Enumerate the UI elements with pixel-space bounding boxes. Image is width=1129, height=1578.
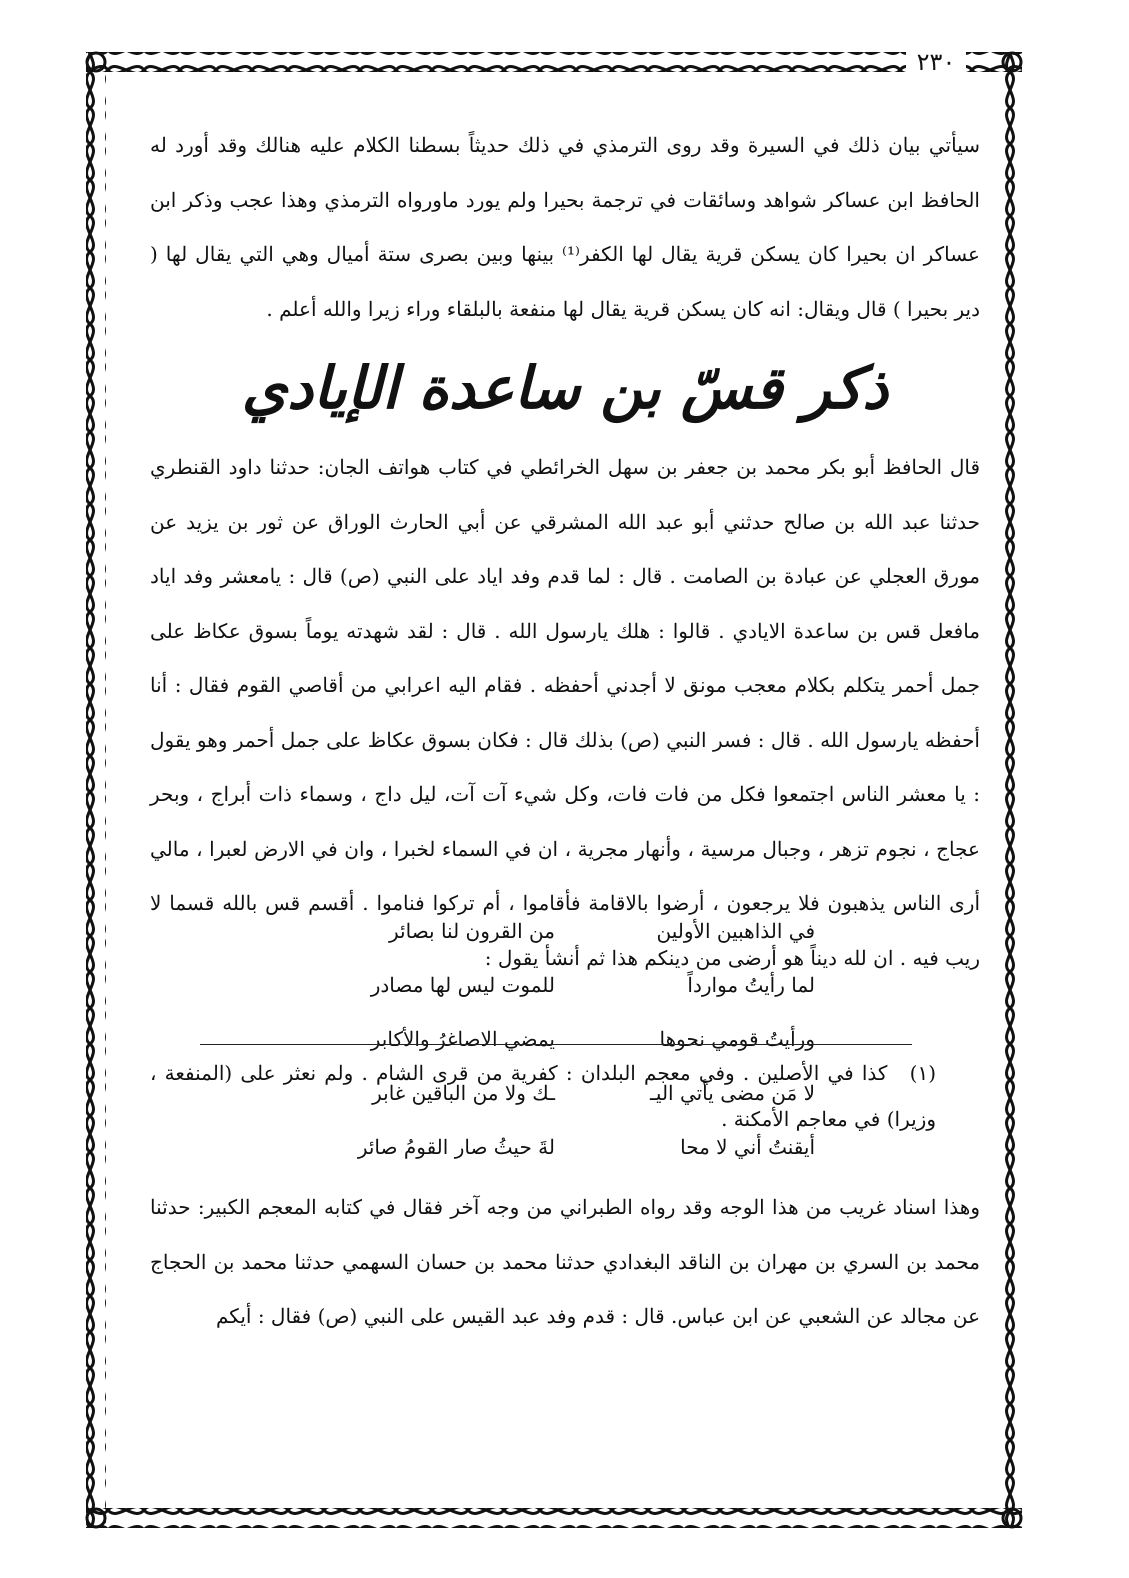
border-bottom xyxy=(86,1508,1022,1528)
verse-first-hemistich: ورأيتُ قومي نحوها xyxy=(659,1027,815,1051)
text-body xyxy=(150,118,980,1340)
verse-second-hemistich: يمضي الاصاغرُ والأكابر xyxy=(370,1027,555,1051)
verse-first-hemistich: لا مَن مضى يأتي اليـ xyxy=(650,1081,815,1105)
verse-first-hemistich: لما رأيتُ موارداً xyxy=(687,973,815,997)
verse-first-hemistich: في الذاهبين الأولين xyxy=(656,919,815,943)
intro-paragraph: سيأتي بيان ذلك في السيرة وقد روى الترمذي في ذلك حديثاً بسطنا الكلام عليه هنالك وقد أورد له الحافظ ابن عساكر شواهد وسائقات في ترجمة بحيرا ولم يورد ماورواه الترمذي وهذا عجب وذكر ابن عساكر ان بحيرا كان يسكن قرية يقال لها الكفر⁽¹⁾ بينها وبين بصرى ستة أميال وهي التي يقال لها ( دير بحيرا ) قال ويقال: انه كان يسكن قرية يقال لها منفعة بالبلقاء وراء زيرا والله أعلم . xyxy=(150,133,980,321)
border-right xyxy=(1002,52,1022,1528)
verse-second-hemistich: للموت ليس لها مصادر xyxy=(370,973,555,997)
verse-second-hemistich: من القرون لنا بصائر xyxy=(389,919,555,943)
verse-second-hemistich: لةَ حيثُ صار القومُ صائر xyxy=(357,1135,555,1159)
main-paragraph: قال الحافظ أبو بكر محمد بن جعفر بن سهل الخرائطي في كتاب هواتف الجان: حدثنا داود القنطري حدثنا عبد الله بن صالح حدثني أبو عبد الله المشرقي عن أبي الحارث الوراق عن ثور بن يزيد عن مورق العجلي عن عبادة بن الصامت . قال : لما قدم وفد اياد على النبي (ص) قال : يامعشر وفد اياد مافعل قس بن ساعدة الايادي . قالوا : هلك يارسول الله . قال : لقد شهدته يوماً بسوق عكاظ على جمل أحمر يتكلم بكلام معجب مونق لا أجدني أحفظه . فقام اليه اعرابي من أقاصي القوم فقال : أنا أحفظه يارسول الله . قال : فسر النبي (ص) بذلك قال : فكان بسوق عكاظ على جمل أحمر وهو يقول : يا معشر الناس اجتمعوا فكل من فات فات، وكل شيء آت آت، ليل داج ، وسماء ذات أبراج ، وبحر عجاج ، نجوم تزهر ، وجبال مرسية ، وأنهار مجرية ، ان في السماء لخبرا ، وان في الارض لعبرا ، مالي أرى الناس يذهبون فلا يرجعون ، أرضوا بالاقامة فأقاموا ، أم تركوا فناموا . أقسم قس بالله قسما لا ريب فيه . ان لله ديناً هو أرضى من دينكم هذا ثم أنشأ يقول : xyxy=(150,455,980,970)
border-left xyxy=(86,52,106,1528)
footnote-divider xyxy=(200,1044,912,1045)
page-number: ٢٣٠ xyxy=(906,44,966,80)
footnote-text: كذا في الأصلين . وفي معجم البلدان : كفرية من قرى الشام . ولم نعثر على (المنفعة ، وزيرا) في معاجم الأمكنة . xyxy=(150,1061,936,1131)
footnote-marker: (١) xyxy=(909,1061,936,1085)
verse-second-hemistich: ـك ولا من الباقين غابر xyxy=(372,1081,555,1105)
footnote xyxy=(150,1050,936,1142)
verse-first-hemistich: أيقنتُ أني لا محا xyxy=(680,1135,815,1159)
section-heading: ذكر قسّ بن ساعدة الإيادي xyxy=(241,354,889,422)
after-paragraph: وهذا اسناد غريب من هذا الوجه وقد رواه الطبراني من وجه آخر فقال في كتابه المعجم الكبير: حدثنا محمد بن السري بن مهران بن الناقد البغدادي حدثنا محمد بن حسان السهمي حدثنا محمد بن الحجاج عن مجالد عن الشعبي عن ابن عباس. قال : قدم وفد عبد القيس على النبي (ص) فقال : أيكم xyxy=(150,1195,980,1328)
border-top xyxy=(86,52,1022,72)
